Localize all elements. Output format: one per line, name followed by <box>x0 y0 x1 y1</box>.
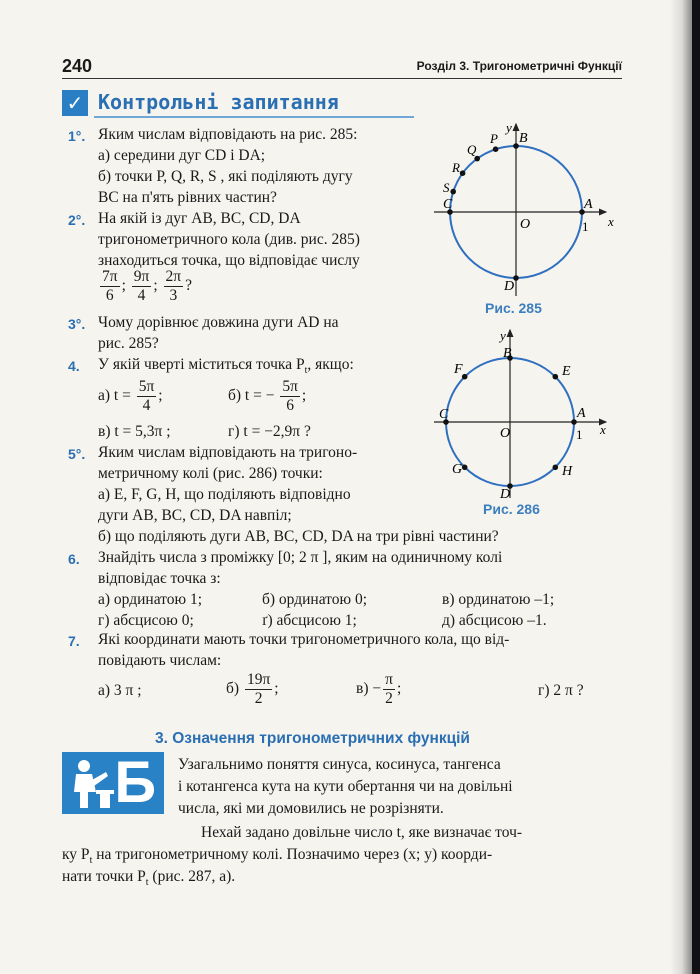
q7-line1: Які координати мають точки тригонометричного кола, що від- <box>98 631 510 648</box>
check-icon: ✓ <box>62 90 88 116</box>
q6-line1: Знайдіть числа з проміжку [0; 2 π ], яким на одиничному колі <box>98 549 503 566</box>
point-a <box>571 419 577 425</box>
q1-line2: а) середини дуг CD і DA; <box>98 147 266 164</box>
q1-line1: Яким числам відповідають на рис. 285: <box>98 126 358 143</box>
point-p <box>493 146 499 152</box>
q2-line1: На якій із дуг AB, BC, CD, DA <box>98 210 301 227</box>
q1-line4: BC на п'ять рівних частин? <box>98 189 277 206</box>
label-b: B <box>503 346 512 361</box>
label-o: O <box>520 217 531 232</box>
q5-number: 5°. <box>68 446 86 462</box>
q1-number: 1°. <box>68 128 86 144</box>
section-logo <box>62 752 164 814</box>
label-a: A <box>577 406 586 421</box>
person-at-desk-icon <box>66 758 116 810</box>
body-p1-line1: Узагальнимо поняття синуса, косинуса, тангенса <box>178 756 501 773</box>
figure-286-caption: Рис. 286 <box>483 501 540 517</box>
q7-option-a: а) 3 π ; <box>98 682 142 699</box>
q2-line3: знаходиться точка, що відповідає числу <box>98 252 360 269</box>
q1-line3: б) точки P, Q, R, S , які поділяють дугу <box>98 168 353 185</box>
label-d: D <box>504 279 515 294</box>
figure-285-caption: Рис. 285 <box>485 300 542 316</box>
q6-number: 6. <box>68 551 80 567</box>
q2-number: 2°. <box>68 212 86 228</box>
q2-line2: тригонометричного кола (див. рис. 285) <box>98 231 360 248</box>
label-f: F <box>454 362 463 377</box>
label-o: O <box>500 426 511 441</box>
label-c: C <box>439 407 449 422</box>
q4-option-a: а) t = $\frac{5\pi}{4}$ ; <box>98 378 163 414</box>
section-title: Контрольні запитання <box>98 90 339 114</box>
figure-285 <box>430 118 620 304</box>
label-h: H <box>562 464 573 479</box>
q3-number: 3°. <box>68 316 86 332</box>
page-header <box>62 56 622 79</box>
q3-line2: рис. 285? <box>98 335 159 352</box>
label-e: E <box>562 364 571 379</box>
q6-option-c: в) ординатою –1; <box>442 591 555 608</box>
label-y: y <box>500 328 506 343</box>
q4-option-d: г) t = −2,9π ? <box>228 423 311 440</box>
q7-option-b: б) $\frac{19\pi}{2}$ ; <box>226 671 279 707</box>
body-p1-line3: числа, які ми домовились не розрізняти. <box>178 800 444 817</box>
q6-option-b: б) ординатою 0; <box>262 591 368 608</box>
q5-line3: а) E, F, G, H, що поділяють відповідно <box>98 486 351 503</box>
label-y: y <box>506 120 512 135</box>
body-p2-line1: Нехай задано довільне число t, яке визначає точ- <box>201 824 523 841</box>
label-g: G <box>452 462 463 477</box>
q2-frac2: $\frac{9\pi}{4}$ <box>133 268 150 304</box>
label-s: S <box>443 180 450 195</box>
q6-option-d: г) абсцисою 0; <box>98 612 194 629</box>
q2-frac1: $\frac{7\pi}{6}$ <box>102 268 118 304</box>
point-h <box>553 465 559 471</box>
q5-line2: метричному колі (рис. 286) точки: <box>98 465 323 482</box>
figure-286 <box>430 326 620 502</box>
q4-line1: У якій чверті міститься точка $P_t$, якщо: <box>98 356 354 377</box>
logo-letter: Б <box>114 750 156 815</box>
label-b: B <box>519 131 528 146</box>
q6-option-e: ґ) абсцисою 1; <box>262 612 357 629</box>
q5-line4: дуги AB, BC, CD, DA навпіл; <box>98 507 292 524</box>
label-one: 1 <box>576 427 583 442</box>
chapter-title: Розділ 3. Тригонометричні Функції <box>416 59 622 73</box>
label-d: D <box>500 487 511 502</box>
page-number: 240 <box>62 56 93 76</box>
q7-option-c: в) − $\frac{\pi}{2}$ ; <box>356 671 402 707</box>
q3-line1: Чому дорівнює довжина дуги AD на <box>98 314 339 331</box>
q2-frac3: $\frac{2\pi}{3}$ <box>165 268 182 304</box>
point-f <box>462 374 468 380</box>
page-edge-dark <box>692 0 700 974</box>
subsection-title: 3. Означення тригонометричних функцій <box>155 730 470 747</box>
label-r: R <box>452 160 460 175</box>
label-x: x <box>608 214 614 229</box>
q5-line1: Яким числам відповідають на тригоно- <box>98 444 358 461</box>
q6-option-f: д) абсцисою –1. <box>442 612 547 629</box>
q6-line2: відповідає точка з: <box>98 570 221 587</box>
q4-number: 4. <box>68 358 80 374</box>
body-p1-line2: і котангенса кута на кути обертання чи на довільні <box>178 778 513 795</box>
q7-number: 7. <box>68 633 80 649</box>
label-p: P <box>490 131 498 146</box>
label-one: 1 <box>582 219 589 234</box>
q7-line2: повідають числам: <box>98 652 222 669</box>
label-a: A <box>584 197 593 212</box>
body-p2-line2: ку $P_t$ на тригонометричному колі. Позначимо через (x; y) коорди- <box>62 846 493 867</box>
q2-fractions: $\frac{7\pi}{6}$ ; $\frac{9\pi}{4}$ ; $\frac{2\pi}{3}$ ? <box>102 268 192 304</box>
q4-option-c: в) t = 5,3π ; <box>98 423 171 440</box>
point-s <box>450 189 456 195</box>
label-x: x <box>600 422 606 437</box>
point-e <box>553 374 559 380</box>
q4-option-b: б) t = − $\frac{5\pi}{6}$ ; <box>228 378 307 414</box>
q7-option-d: г) 2 π ? <box>538 682 584 699</box>
label-c: C <box>443 197 453 212</box>
q5-line5: б) що поділяють дуги AB, BC, CD, DA на три рівні частини? <box>98 528 499 545</box>
body-p2-line3: нати точки $P_t$ (рис. 287, а). <box>62 868 236 889</box>
label-q: Q <box>467 142 477 157</box>
section-underline <box>94 116 414 118</box>
point-g <box>462 465 468 471</box>
point-r <box>460 170 466 176</box>
q6-option-a: а) ординатою 1; <box>98 591 202 608</box>
point-b <box>513 143 519 149</box>
